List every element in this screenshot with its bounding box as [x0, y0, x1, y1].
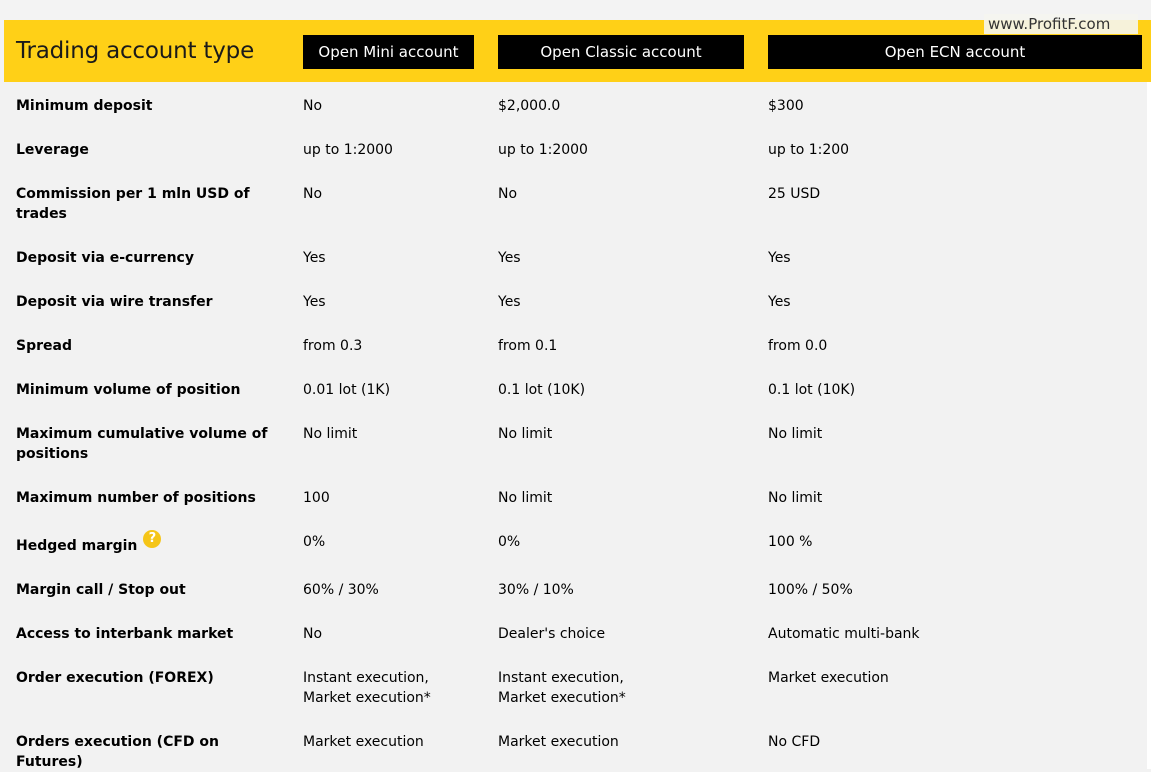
row-label: Hedged margin	[16, 538, 138, 554]
classic-value: No limit	[498, 490, 553, 506]
ecn-value: Yes	[768, 250, 791, 266]
ecn-value: 25 USD	[768, 186, 821, 202]
row-label: Minimum volume of position	[16, 382, 241, 398]
row-label: Commission per 1 mln USD of trades	[16, 186, 250, 222]
account-type-header	[4, 20, 1151, 82]
row-label: Spread	[16, 338, 72, 354]
mini-value: No	[303, 626, 323, 642]
row-label: Deposit via e-currency	[16, 250, 194, 266]
classic-value: up to 1:2000	[498, 142, 588, 158]
ecn-value: No CFD	[768, 734, 821, 750]
mini-value: Yes	[303, 250, 326, 266]
mini-value: No	[303, 98, 323, 114]
open-classic-account-button[interactable]: Open Classic account	[498, 35, 744, 69]
mini-value: 0%	[303, 534, 326, 550]
classic-value: Yes	[498, 250, 521, 266]
ecn-value: 100 %	[768, 534, 813, 550]
row-label: Access to interbank market	[16, 626, 234, 642]
classic-value: from 0.1	[498, 338, 558, 354]
classic-value: Instant execution, Market execution*	[498, 670, 626, 706]
watermark: www.ProfitF.com	[984, 14, 1138, 34]
ecn-value: from 0.0	[768, 338, 828, 354]
classic-value: Dealer's choice	[498, 626, 606, 642]
row-label: Orders execution (CFD on Futures)	[16, 734, 219, 770]
ecn-value: No limit	[768, 490, 823, 506]
ecn-value: 0.1 lot (10K)	[768, 382, 856, 398]
row-label: Minimum deposit	[16, 98, 153, 114]
comparison-table	[4, 82, 1151, 769]
ecn-value: No limit	[768, 426, 823, 442]
right-edge	[1147, 82, 1151, 769]
page-title: Trading account type	[16, 38, 255, 64]
ecn-value: Market execution	[768, 670, 889, 686]
mini-value: from 0.3	[303, 338, 363, 354]
mini-value: 60% / 30%	[303, 582, 379, 598]
top-strip	[0, 0, 1151, 20]
row-label: Margin call / Stop out	[16, 582, 186, 598]
ecn-value: $300	[768, 98, 804, 114]
classic-value: Yes	[498, 294, 521, 310]
mini-value: Instant execution, Market execution*	[303, 670, 431, 706]
classic-value: 30% / 10%	[498, 582, 574, 598]
mini-value: Market execution	[303, 734, 424, 750]
classic-value: Market execution	[498, 734, 619, 750]
ecn-value: 100% / 50%	[768, 582, 853, 598]
classic-value: 0%	[498, 534, 521, 550]
open-mini-account-button[interactable]: Open Mini account	[303, 35, 474, 69]
classic-value: No	[498, 186, 518, 202]
classic-value: 0.1 lot (10K)	[498, 382, 586, 398]
row-label: Maximum cumulative volume of positions	[16, 426, 268, 462]
mini-value: No	[303, 186, 323, 202]
row-label: Maximum number of positions	[16, 490, 256, 506]
open-ecn-account-button[interactable]: Open ECN account	[768, 35, 1142, 69]
classic-value: No limit	[498, 426, 553, 442]
mini-value: 100	[303, 490, 330, 506]
row-label: Deposit via wire transfer	[16, 294, 213, 310]
row-label-container	[16, 531, 276, 556]
mini-value: up to 1:2000	[303, 142, 393, 158]
classic-value: $2,000.0	[498, 98, 561, 114]
row-label: Order execution (FOREX)	[16, 670, 214, 686]
mini-value: No limit	[303, 426, 358, 442]
ecn-value: Yes	[768, 294, 791, 310]
mini-value: Yes	[303, 294, 326, 310]
row-label: Leverage	[16, 142, 89, 158]
ecn-value: Automatic multi-bank	[768, 626, 920, 642]
ecn-value: up to 1:200	[768, 142, 850, 158]
mini-value: 0.01 lot (1K)	[303, 382, 391, 398]
help-icon[interactable]: ?	[143, 530, 161, 548]
